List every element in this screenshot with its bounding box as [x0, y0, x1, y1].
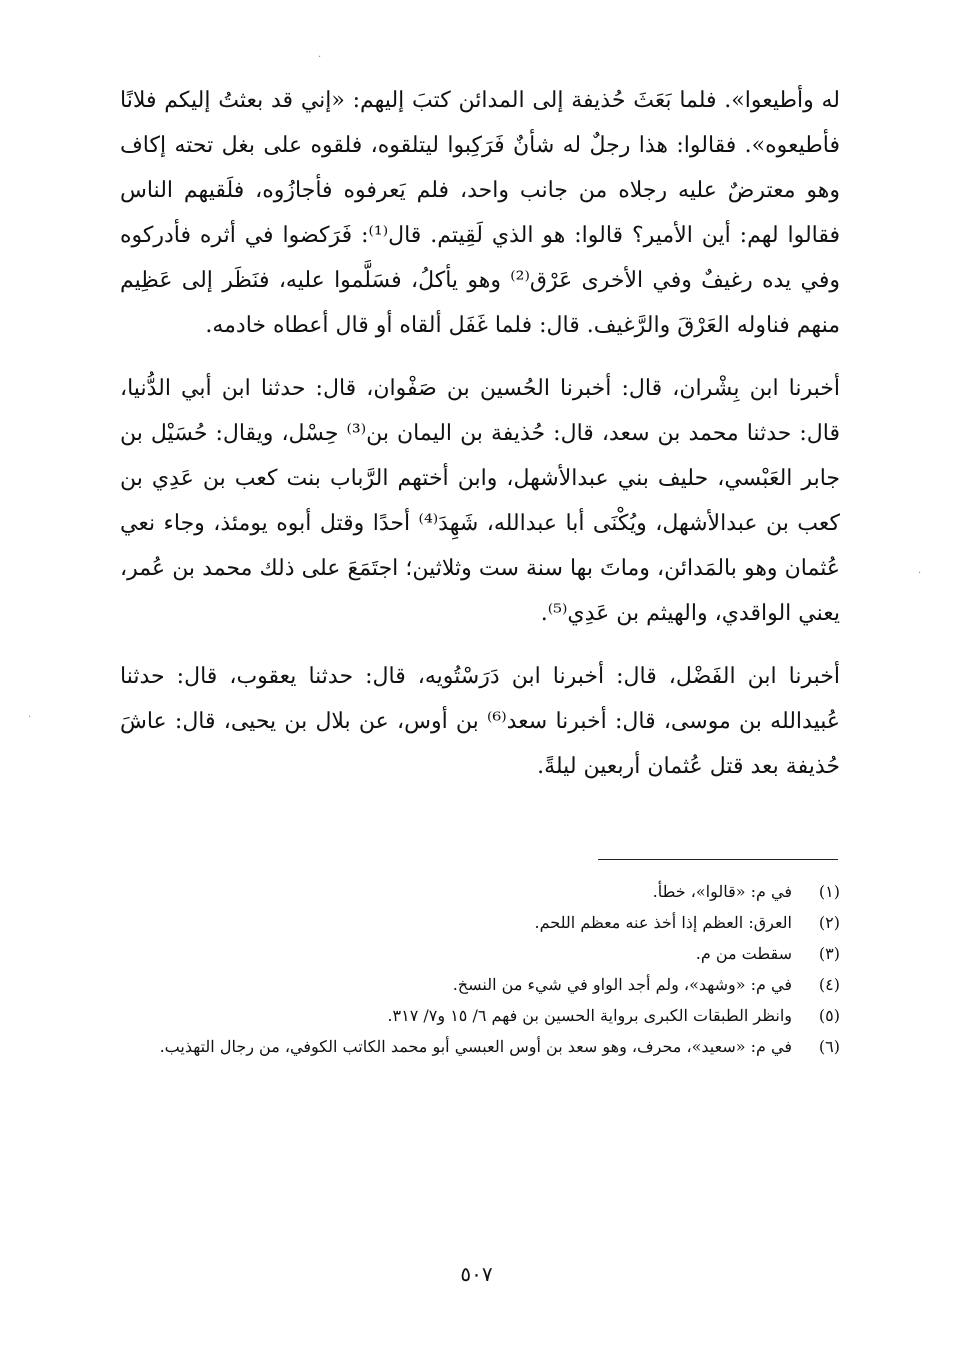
footnote-number: (٣) — [818, 944, 840, 963]
footnote-1 — [120, 878, 840, 905]
paragraph-1: له وأطيعوا». فلما بَعَثَ حُذيفة إلى المدائن كتبَ إليهم: «إني قد بعثتُ إليكم فلانًا فأطيعوه». فقالوا: هذا رجلٌ له شأنٌ فَرَكِبوا ليتلقوه، فلقوه على بغل تحته إكاف وهو معترضٌ عليه رجلاه من جانب واحد، فلم يَعرفوه فأجازُوه، فلَقيهم الناس فقالوا لهم: أين الأمير؟ قالوا: هو الذي لَقِيتم. قال⁽¹⁾: فَرَكضوا في أثره فأدركوه وفي يده رغيفٌ وفي الأخرى عَرْق⁽²⁾ وهو يأكلُ، فسَلَّموا عليه، فنَظَر إلى عَظِيم منهم فناوله العَرْقَ والرَّغيف. قال: فلما غَفَل ألقاه أو قال أعطاه خادمه. — [120, 88, 840, 338]
footnote-4 — [120, 971, 840, 998]
footnote-number: (٤) — [818, 975, 840, 994]
footnote-number: (٦) — [818, 1037, 840, 1056]
page-number: ٥٠٧ — [460, 1262, 493, 1286]
footnote-text: في م: «سعيد»، محرف، وهو سعد بن أوس العبسي أبو محمد الكاتب الكوفي، من رجال التهذيب. — [159, 1037, 792, 1056]
main-text — [120, 78, 840, 789]
footnote-3 — [120, 940, 840, 967]
footnote-text: سقطت من م. — [695, 944, 792, 963]
footnote-2 — [120, 909, 840, 936]
footnote-text: العرق: العظم إذا أخذ عنه معظم اللحم. — [534, 913, 792, 932]
footnote-text: وانظر الطبقات الكبرى برواية الحسين بن فهم ٦/ ١٥ و٧/ ٣١٧. — [387, 1006, 792, 1025]
footnotes — [120, 878, 840, 1064]
footnote-number: (٢) — [818, 913, 840, 932]
footnote-separator — [598, 859, 838, 860]
paragraph-3: أخبرنا ابن الفَضْل، قال: أخبرنا ابن دَرَسْتُويه، قال: حدثنا يعقوب، قال: حدثنا عُبيدالله بن موسى، قال: أخبرنا سعد⁽⁶⁾ بن أوس، عن بلال بن يحيى، قال: عاشَ حُذيفة بعد قتل عُثمان أربعين ليلةً. — [120, 664, 840, 779]
footnote-6 — [120, 1033, 840, 1060]
footnote-number: (٥) — [818, 1006, 840, 1025]
footnote-5 — [120, 1002, 840, 1029]
footnote-text: في م: «وشهد»، ولم أجد الواو في شيء من النسخ. — [452, 975, 792, 994]
scan-speck: · — [318, 52, 322, 63]
footnote-number: (١) — [818, 882, 840, 901]
paragraph-2: أخبرنا ابن بِشْران، قال: أخبرنا الحُسين بن صَفْوان، قال: حدثنا ابن أبي الدُّنيا، قال: حدثنا محمد بن سعد، قال: حُذيفة بن اليمان بن⁽³⁾ حِسْل، ويقال: حُسَيْل بن جابر العَبْسي، حليف بني عبدالأشهل، وابن أختهم الرَّباب بنت كعب بن عَدِي بن كعب بن عبدالأشهل، ويُكْنَى أبا عبدالله، شَهِدَ⁽⁴⁾ أحدًا وقتل أبوه يومئذ، وجاء نعي عُثمان وهو بالمَدائن، وماتَ بها سنة ست وثلاثين؛ اجتَمَعَ على ذلك محمد بن عُمر، يعني الواقدي، والهيثم بن عَدِي⁽⁵⁾. — [120, 376, 840, 626]
scan-speck: · — [28, 712, 32, 723]
scan-speck: · — [918, 568, 922, 579]
footnote-text: في م: «قالوا»، خطأ. — [652, 882, 792, 901]
